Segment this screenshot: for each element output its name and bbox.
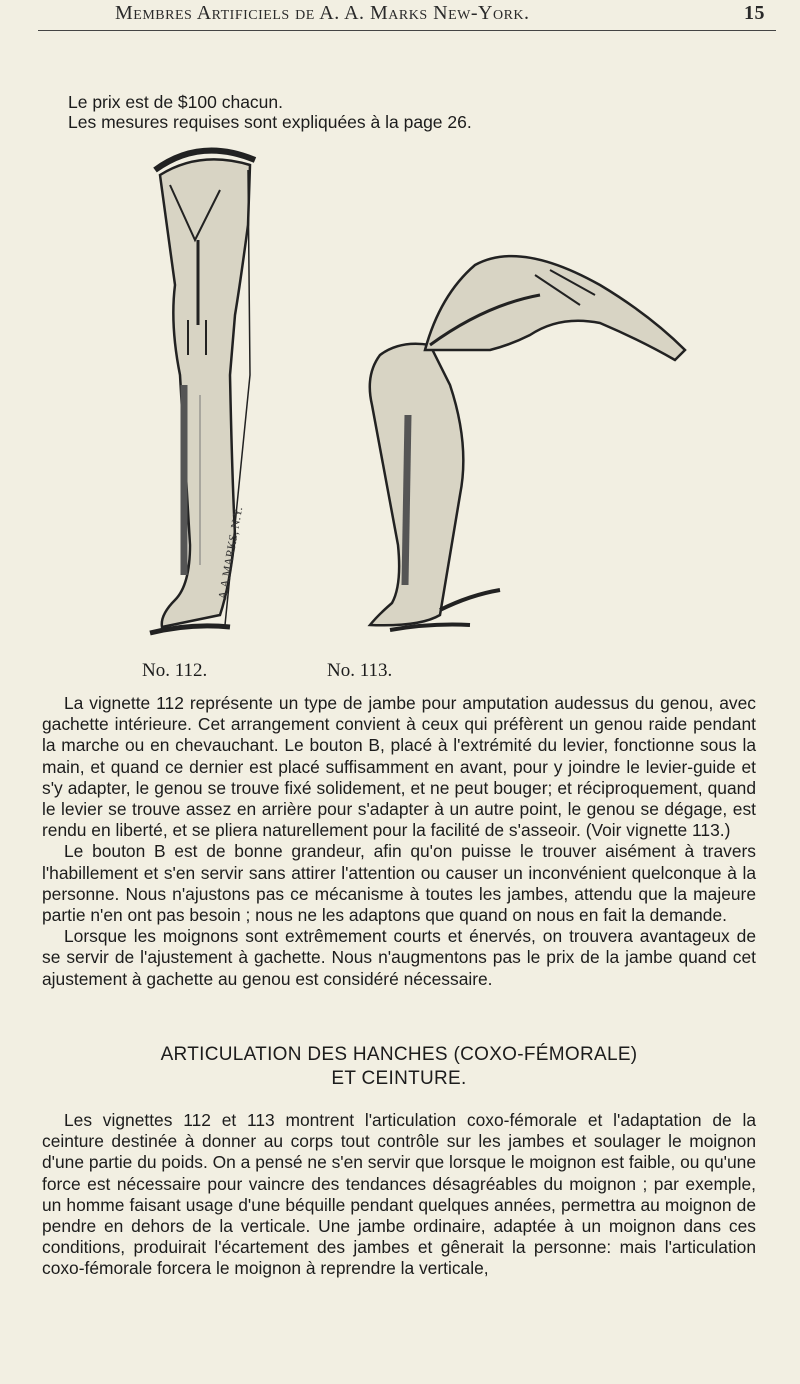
engraving-label: A.A.MARKS, N.Y. bbox=[215, 505, 246, 601]
caption-113: No. 113. bbox=[327, 660, 393, 681]
price-intro bbox=[68, 92, 768, 132]
paragraph: Lorsque les moignons sont extrêmement courts et énervés, on trouvera avantageux de se servir de l'ajustement à gachette. Nous n'augmentons pas le prix de la jambe quand cet ajustement à gachette au genou est considéré nécessaire. bbox=[42, 926, 756, 989]
section-heading-line-1: ARTICULATION DES HANCHES (COXO-FÉMORALE) bbox=[160, 1044, 638, 1065]
paragraph: Le bouton B est de bonne grandeur, afin qu'on puisse le trouver aisément à travers l'habillement et s'en servir sans attirer l'attention ou causer un inconvénient quelconque à la personne. Nous n'ajustons pas ce mécanisme à toutes les jambes, attendu que la majeure partie n'en ont pas besoin ; nous ne les adaptons que quand on nous en fait la demande. bbox=[42, 841, 756, 926]
paragraph: La vignette 112 représente un type de jambe pour amputation audessus du genou, avec gachette intérieure. Cet arrangement convient à ceux qui préfèrent un genou raide pendant la marche ou en chevauchant. Le bouton B, placé à l'extrémité du levier, fonctionne sous la main, et quand ce dernier est placé suffisamment en avant, pour y joindre le levier-guide et s'y adapter, le genou se trouve fixé solidement, et ne peut bouger; et réciproquement, quand le levier se trouve assez en arrière pour s'adapter à un autre point, le genou se dégage, est rendu en liberté, et se pliera naturellement pour la facilité de s'asseoir. (Voir vignette 113.) bbox=[42, 693, 756, 841]
price-line: Le prix est de $100 chacun. bbox=[68, 92, 284, 112]
section-text bbox=[42, 1110, 756, 1280]
running-header bbox=[40, 2, 775, 28]
running-title: Membres Artificiels de A. A. Marks New-York. bbox=[115, 2, 530, 24]
header-rule bbox=[38, 30, 776, 31]
page-number: 15 bbox=[744, 2, 765, 24]
description-text bbox=[42, 693, 756, 990]
leg-112-drawing bbox=[150, 151, 255, 633]
caption-112: No. 112. bbox=[142, 660, 208, 681]
leg-113-drawing bbox=[370, 256, 685, 630]
paragraph: Les vignettes 112 et 113 montrent l'articulation coxo-fémorale et l'adaptation de la ceinture destinée à donner au corps tout contrôle sur les jambes et soulager le moignon d'une partie du poids. On a pensé ne s'en servir que lorsque le moignon est faible, ou qu'une force est nécessaire pour vaincre des tendances désagréables du moignon ; par exemple, un homme faisant usage d'une béquille pendant quelques années, permettra au moignon de pendre en dehors de la verticale. Une jambe ordinaire, adaptée à un moignon dans ces conditions, produirait l'écartement des jambes et gênerait la personne: mais l'articulation coxo-fémorale forcera le moignon à reprendre la verticale, bbox=[42, 1110, 756, 1279]
section-heading bbox=[42, 1043, 756, 1091]
measures-line: Les mesures requises sont expliquées à la page 26. bbox=[68, 112, 472, 132]
section-heading-line-2: ET CEINTURE. bbox=[331, 1068, 467, 1089]
artificial-leg-illustration bbox=[140, 145, 700, 665]
